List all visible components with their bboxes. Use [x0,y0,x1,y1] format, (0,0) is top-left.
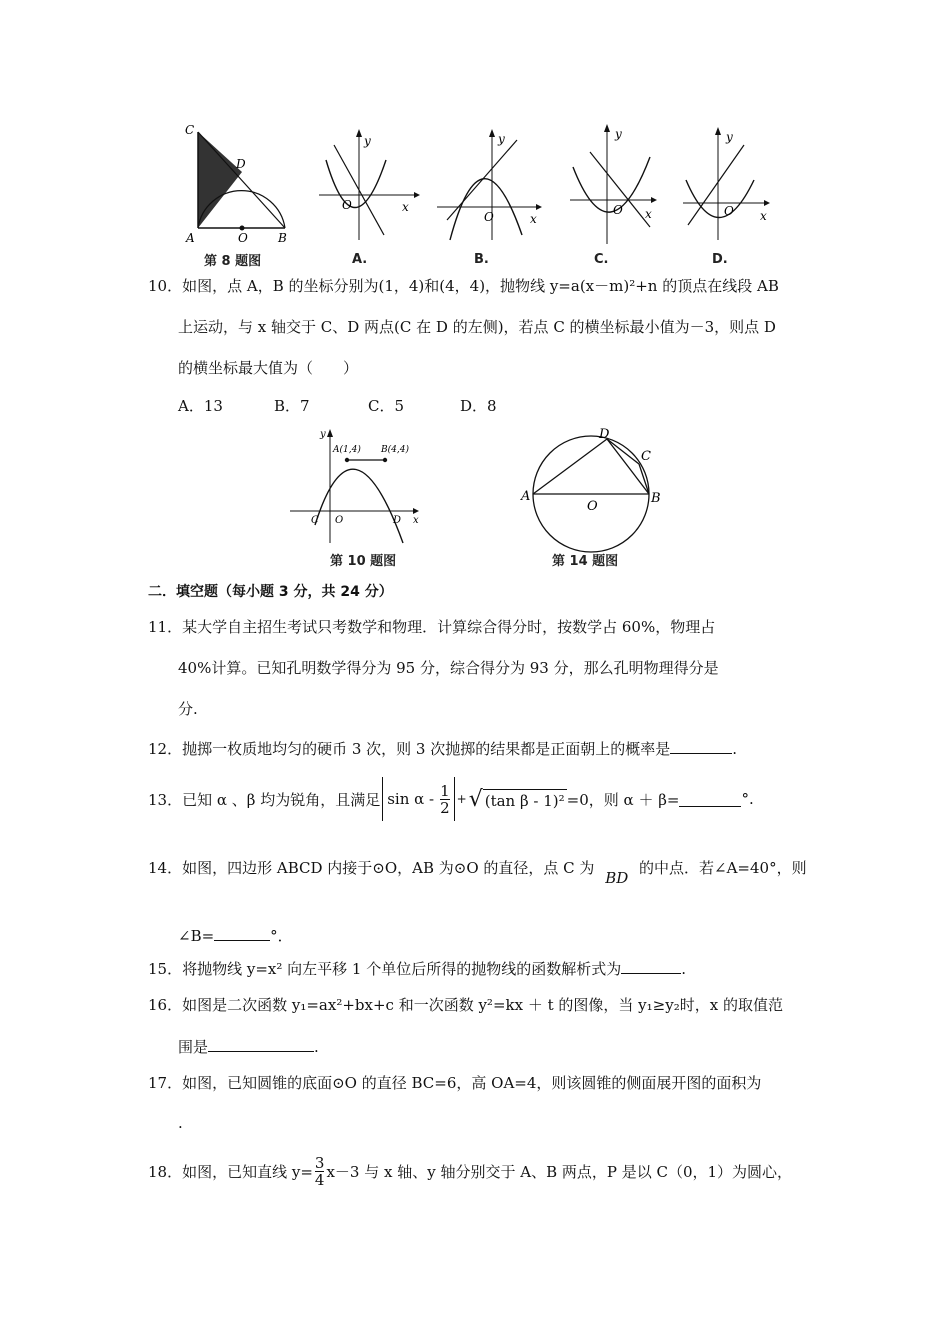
q16-line1: 16．如图是二次函数 y₁=ax²+bx+c 和一次函数 y²=kx ＋ t 的图像，当 y₁≥y₂时，x 的取值范 [148,996,783,1014]
svg-text:O: O [484,210,494,224]
q12-answer-blank[interactable] [670,738,732,754]
option-c-graph [565,122,675,247]
svg-text:C: C [641,449,651,464]
figure-14 [515,428,665,553]
q10-line1: 10．如图，点 A，B 的坐标分别为(1，4)和(4，4)，抛物线 y=a(x－m)²+n 的顶点在线段 AB [148,277,779,295]
fig14-caption: 第 14 题图 [552,554,619,569]
q10-choice-a: A．13 [178,397,223,415]
q13-sqrt-expression: √ (tan β - 1)² [468,786,565,812]
q14-arc-bd: BD [605,869,629,887]
q10-choice-d: D．8 [460,397,497,415]
fig10-caption: 第 10 题图 [330,554,397,569]
q10-line3: 的横坐标最大值为（ ） [178,359,359,377]
svg-text:C: C [311,515,319,526]
q14-line2: ∠B= °． [178,927,293,945]
q17-line1: 17．如图，已知圆锥的底面⊙O 的直径 BC=6，高 OA=4，则该圆锥的侧面展开图的面积为 [148,1074,762,1092]
figure-8 [180,120,295,250]
svg-text:A(1,4): A(1,4) [333,445,361,455]
svg-text:B: B [651,491,661,506]
svg-text:x: x [760,209,767,223]
q10-choice-c: C．5 [368,397,405,415]
q14-line1: 14．如图，四边形 ABCD 内接于⊙O，AB 为⊙O 的直径，点 C 为 BD 的中点．若∠A=40°，则 [148,859,807,887]
point-label-o: O [238,231,248,245]
q11-line3: 分. [178,700,198,718]
q10-choice-b: B．7 [274,397,310,415]
svg-text:D: D [599,428,610,442]
svg-text:y: y [498,132,505,146]
option-c-label: C. [594,252,609,267]
q12: 12．抛掷一枚质地均匀的硬币 3 次，则 3 次抛掷的结果都是正面朝上的概率是 . [148,740,738,758]
svg-text:O: O [613,203,623,217]
q13-abs-expression: sin α - $\frac{1}{2}$ [382,777,454,821]
q15-answer-blank[interactable] [621,958,681,974]
svg-text:D: D [393,515,402,526]
svg-text:O: O [587,499,598,514]
section-heading: 二．填空题（每小题 3 分，共 24 分） [148,584,393,600]
option-a-label: A. [352,252,368,267]
fig8-caption: 第 8 题图 [204,254,262,269]
svg-text:O: O [342,198,352,212]
shaded-region [198,132,242,228]
q14-answer-blank[interactable] [214,925,270,941]
point-label-b: B [278,231,287,245]
svg-text:A: A [521,489,531,504]
point-label-a: A [186,231,195,245]
q10-line2: 上运动，与 x 轴交于 C、D 两点(C 在 D 的左侧)，若点 C 的横坐标最小值为－3，则点 D [178,318,776,336]
option-b-label: B. [474,252,489,267]
option-d-graph [678,125,778,245]
svg-text:y: y [364,134,371,148]
svg-text:B(4,4): B(4,4) [381,445,409,455]
svg-text:x: x [413,515,419,526]
q12-text: 12．抛掷一枚质地均匀的硬币 3 次，则 3 次抛掷的结果都是正面朝上的概率是 [148,740,671,758]
svg-text:O: O [724,204,734,218]
q11-line2: 40%计算。已知孔明数学得分为 95 分，综合得分为 93 分，那么孔明物理得分是 [178,659,719,677]
figure-10 [285,425,425,550]
svg-text:y: y [320,429,326,440]
svg-text:x: x [402,200,409,214]
svg-text:x: x [530,212,537,226]
q13-answer-blank[interactable] [679,791,741,807]
q13: 13．已知 α 、β 均为锐角，且满足 sin α - $\frac{1}{2}$ + √ (tan β - 1)² =0，则 α ＋ β= °. [148,775,754,823]
q16-answer-blank[interactable] [208,1036,314,1052]
q11-line1: 11．某大学自主招生考试只考数学和物理．计算综合得分时，按数学占 60%，物理占 [148,618,716,636]
q16-line2: 围是 . [178,1038,319,1056]
point-label-c: C [185,123,195,137]
q10-choices [178,396,497,416]
q18: 18．如图，已知直线 y= $\frac{3}{4}$ x－3 与 x 轴、y 轴分别交于 A、B 两点，P 是以 C（0，1）为圆心， [148,1153,793,1189]
svg-text:y: y [726,130,733,144]
option-a-graph [314,125,424,245]
svg-text:x: x [645,207,652,221]
q15: 15．将抛物线 y=x² 向左平移 1 个单位后所得的抛物线的函数解析式为 . [148,960,687,978]
q13-pre: 13．已知 α 、β 均为锐角，且满足 [148,790,381,809]
q17-line2: . [178,1114,183,1132]
point-label-d: D [236,157,246,171]
option-b-graph [432,125,547,245]
option-d-label: D. [712,252,728,267]
svg-text:O: O [335,515,344,526]
svg-text:y: y [615,127,622,141]
